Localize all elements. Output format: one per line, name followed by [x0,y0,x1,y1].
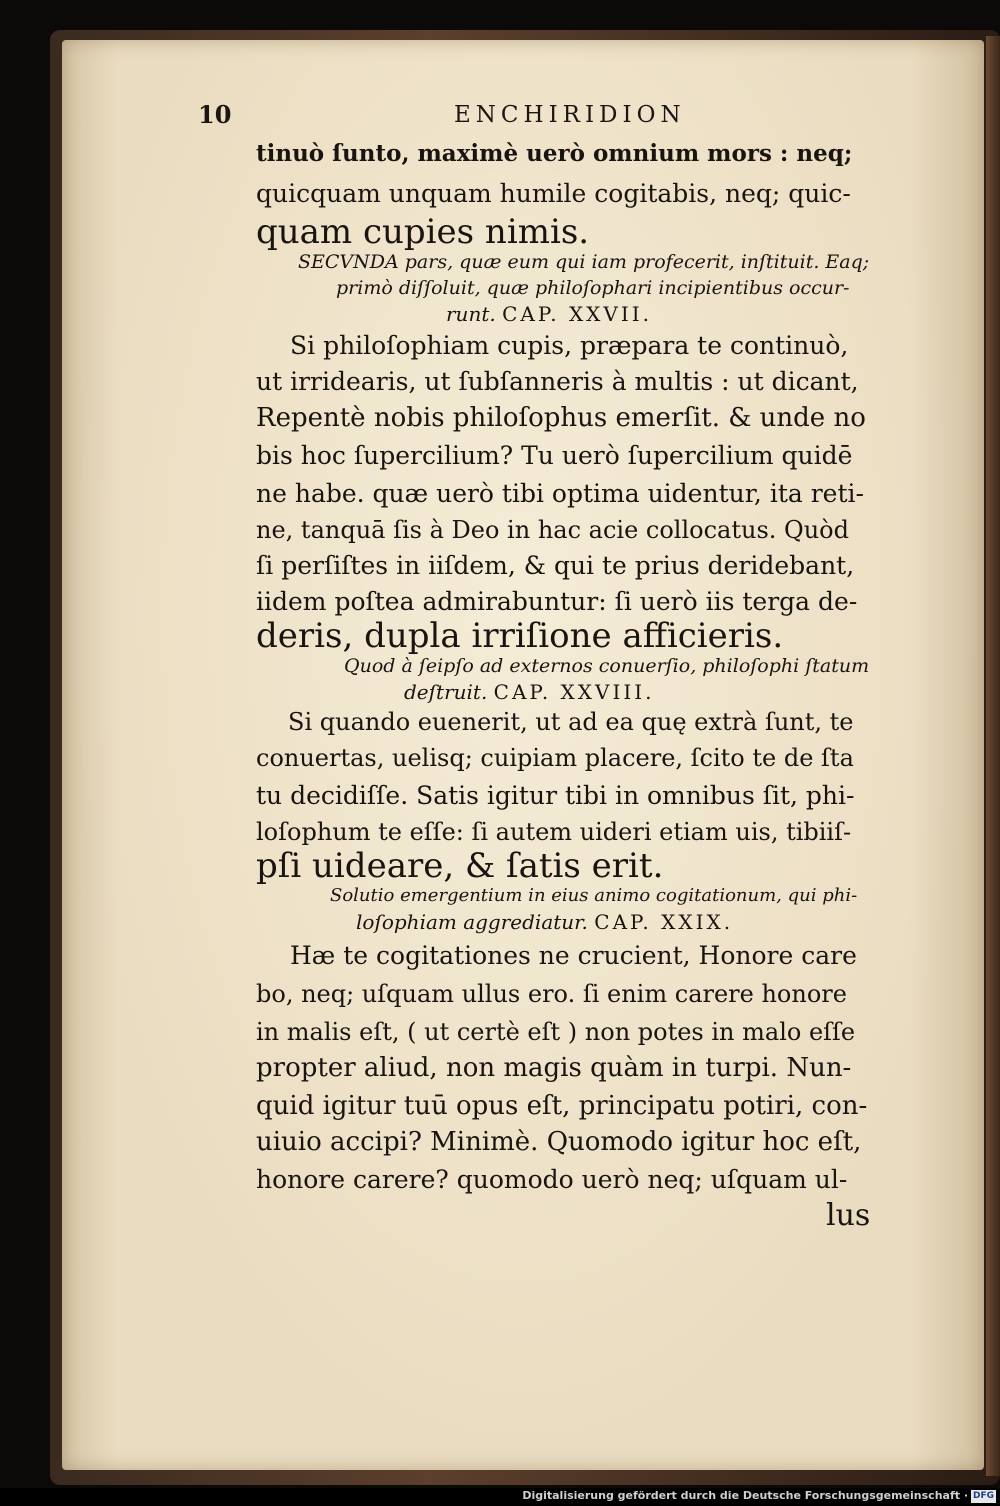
book-spine [986,36,1000,1476]
chapter-label: CAP. XXVII. [502,302,653,326]
running-head: ENCHIRIDION [454,102,686,128]
chapter-label: CAP. XXIX. [594,910,734,934]
text-line: uiuio accipi? Minimè. Quomodo igitur hoc eſt, [256,1127,862,1157]
text-line: pſi uideare, & ſatis erit. [256,846,664,886]
text-line: quicquam unquam humile cogitabis, neq; quic- [256,179,851,208]
text-line: honore carere? quomodo uerò neq; uſquam ul- [256,1165,848,1194]
text-line: ut irridearis, ut ſubſanneris à multis : ut dicant, [256,367,859,396]
footer-credit: Digitalisierung gefördert durch die Deutsche Forschungsgemeinschaft · [522,1489,968,1502]
section-heading-line: Solutio emergentium in eius animo cogitationum, qui phi- [330,885,858,906]
text-line: ſi perſiſtes in iiſdem, & qui te prius deridebant, [256,551,855,580]
catchword: lus [826,1198,871,1233]
dfg-logo-icon: DFG [972,1491,994,1501]
text-line: Si philoſophiam cupis, præpara te continuò, [290,331,849,360]
text-line: ne, tanquā ſis à Deo in hac acie collocatus. Quòd [256,516,849,544]
section-heading-line [404,680,655,704]
text-line: in malis eſt, ( ut certè eſt ) non potes in malo eſſe [256,1018,856,1046]
heading-text: deſtruit. [404,680,488,704]
text-line: quam cupies nimis. [256,212,590,252]
heading-text: runt. [446,302,496,326]
page-number: 10 [198,100,232,129]
heading-text: loſophiam aggrediatur. [356,910,588,934]
text-line: bo, neq; uſquam ullus ero. ſi enim carere honore [256,980,847,1008]
section-heading-line: Quod à ſeipſo ad externos conuerſio, philoſophi ſtatum [344,655,870,677]
text-line: bis hoc ſupercilium? Tu uerò ſupercilium quidē [256,441,853,470]
text-line: ne habe. quæ uerò tibi optima uidentur, ita reti- [256,479,864,508]
text-line: tu decidiſſe. Satis igitur tibi in omnibus ſit, phi- [256,781,855,810]
chapter-label: CAP. XXVIII. [493,680,655,704]
text-line: propter aliud, non magis quàm in turpi. Nun- [256,1053,852,1083]
text-line: tinuò ſunto, maximè uerò omnium mors : neq; [256,140,853,167]
text-line: loſophum te eſſe: ſi autem uideri etiam uis, tibiiſ- [256,818,852,846]
text-line: Hæ te cogitationes ne crucient, Honore care [290,941,857,970]
section-heading-line [356,910,733,934]
text-line: quid igitur tuū opus eſt, principatu potiri, con- [256,1091,868,1121]
section-heading-line [446,302,652,326]
section-heading-line: primò diſſoluit, quæ philoſophari incipientibus occur- [336,277,850,299]
text-line: Si quando euenerit, ut ad ea quę extrà ſunt, te [288,708,854,736]
text-line: conuertas, uelisq; cuipiam placere, ſcito te de ſta [256,744,854,772]
text-line: deris, dupla irriſione afficieris. [256,616,784,656]
section-heading-line: SECVNDA pars, quæ eum qui iam profecerit, inſtituit. Eaq; [298,251,870,273]
text-line: Repentè nobis philoſophus emerſit. & unde no [256,403,866,433]
text-line: iidem poſtea admirabuntur: ſi uerò iis terga de- [256,587,858,616]
